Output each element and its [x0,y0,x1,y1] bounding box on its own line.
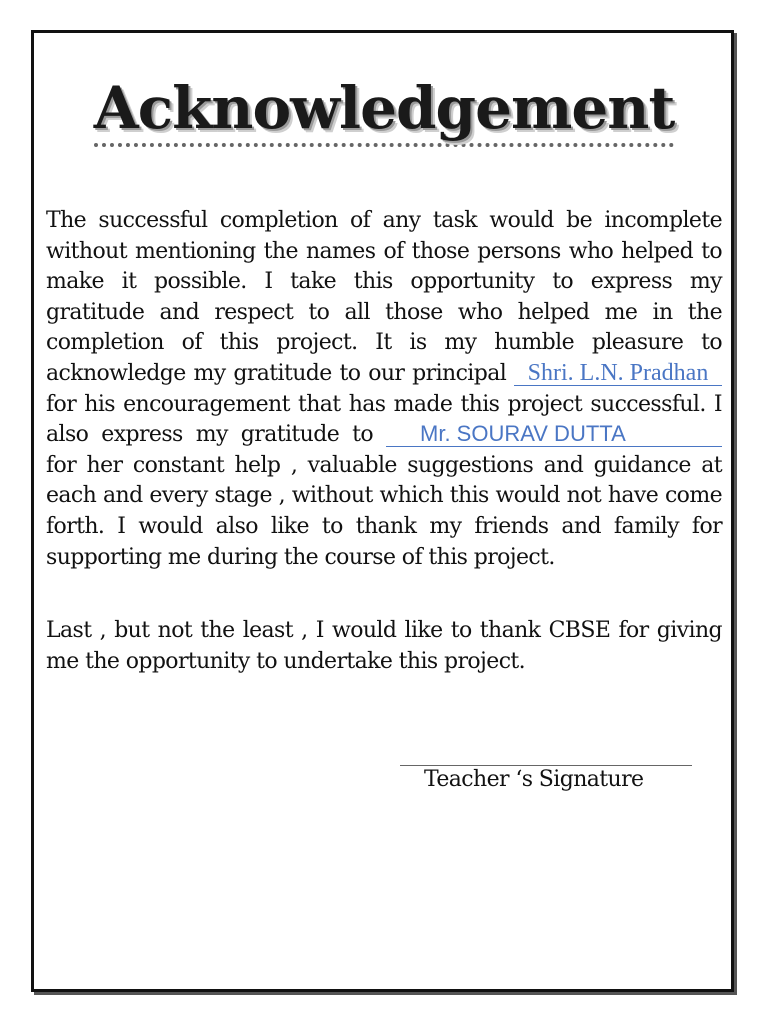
title-container [0,74,768,147]
principal-name-field: Shri. L.N. Pradhan [514,361,722,386]
closing-paragraph: Last , but not the least , I would like to thank CBSE for giving me the opportunity to undertake this project. [46,618,722,674]
paragraph-text-part-1: The successful completion of any task would be incomplete without mentioning the names of those persons who helped to make it possible. I take this opportunity to express my gratitude and respect to all those who helped me in the completion of this project. It is my humble pleasure to acknowledge my gratitude to our principal [46,208,722,386]
acknowledgement-paragraph [46,206,722,573]
page-title: Acknowledgement [94,78,674,147]
paragraph-text-part-3: for her constant help , valuable suggestions and guidance at each and every stage , without which this would not have come forth. I would also like to thank my friends and family for supporting me during the course of this project. [46,452,722,570]
paragraph-text-part-2: for his encouragement that has made this project successful. I also express my gratitude to [46,391,722,448]
signature-line [400,765,692,766]
signature-label: Teacher ‘s Signature [424,767,644,792]
teacher-name-field: Mr. SOURAV DUTTA [386,422,722,447]
